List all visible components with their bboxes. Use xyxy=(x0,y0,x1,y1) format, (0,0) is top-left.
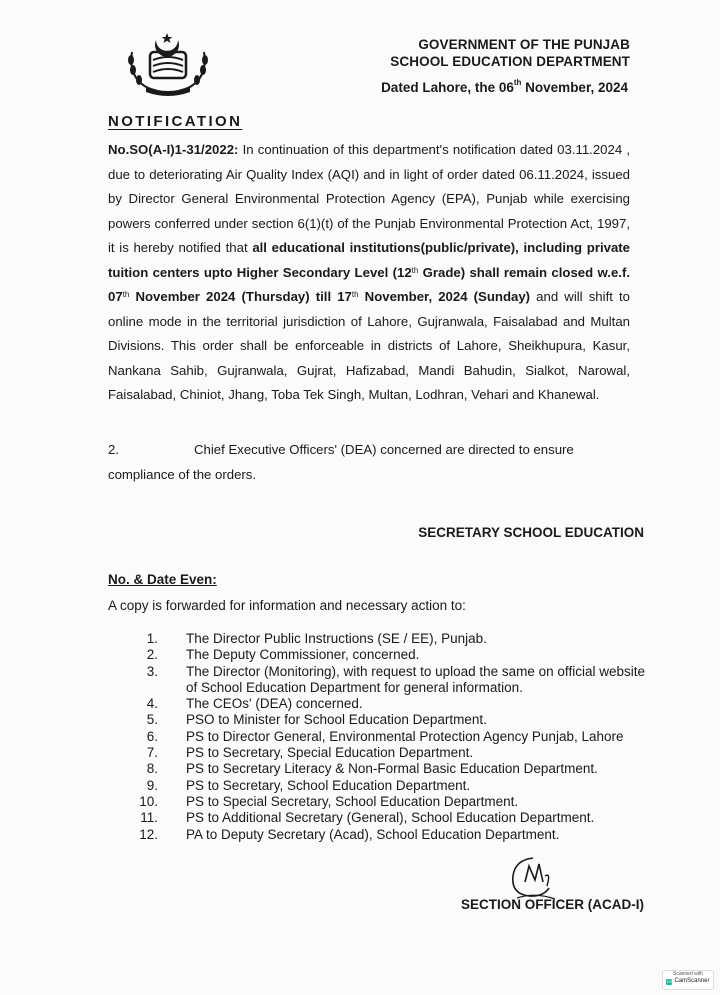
distribution-list xyxy=(108,631,648,843)
paragraph-2 xyxy=(108,438,630,487)
dated-sup: th xyxy=(513,78,522,87)
department-title: SCHOOL EDUCATION DEPARTMENT xyxy=(390,54,630,69)
body-bold-4: November, 2024 (Sunday) xyxy=(358,289,531,304)
list-item-number: 2. xyxy=(146,647,158,663)
camscanner-brand: CamScanner xyxy=(674,978,710,984)
camscanner-watermark xyxy=(662,970,714,990)
list-item xyxy=(108,778,648,794)
endorsement-intro: A copy is forwarded for information and necessary action to: xyxy=(108,598,466,613)
list-item-text: PS to Special Secretary, School Education Department. xyxy=(186,793,519,809)
list-item-number: 3. xyxy=(146,663,158,679)
list-item xyxy=(108,729,648,745)
body-sup-2: th xyxy=(122,290,130,299)
list-item xyxy=(108,647,648,663)
list-item-text: The Deputy Commissioner, concerned. xyxy=(186,647,420,663)
section-officer-signatory: SECTION OFFICER (ACAD-I) xyxy=(461,897,644,912)
body-bold-3: November 2024 (Thursday) till 17 xyxy=(129,289,352,304)
list-item xyxy=(108,712,648,728)
list-item-text: The Director Public Instructions (SE / EE), Punjab. xyxy=(186,631,487,646)
body-text-2: and will shift to online mode in the territorial jurisdiction of Lahore, Gujranwala, Faisalabad and Multan Divisions. This order shall be enforceable in districts of Lahore, Sheikhupura, Kasur, Nankana Sahib, Gujranwala, Gujrat, Hafizabad, Mandi Bahudin, Sialkot, Narowal, Faisalabad, Chiniot, Jhang, Toba Tek Singh, Multan, Lodhran, Vehari and Khanewal. xyxy=(108,289,630,402)
list-item-text: PS to Additional Secretary (General), School Education Department. xyxy=(186,810,595,826)
list-item-text: PSO to Minister for School Education Department. xyxy=(186,712,487,728)
list-item xyxy=(108,810,648,826)
endorsement-heading: No. & Date Even: xyxy=(108,572,217,587)
list-item-number: 7. xyxy=(146,745,158,761)
list-item-text: PS to Secretary Literacy & Non-Formal Basic Education Department. xyxy=(186,761,598,777)
body-sup-3: th xyxy=(351,290,359,299)
list-item xyxy=(108,664,648,697)
notification-title: NOTIFICATION xyxy=(108,113,243,130)
punjab-government-crest-icon xyxy=(118,30,218,98)
list-item-text: PS to Director General, Environmental Protection Agency Punjab, Lahore xyxy=(186,728,624,744)
notification-number: No.SO(A-I)1-31/2022: xyxy=(108,142,239,157)
body-text-1: In continuation of this department's notification dated 03.11.2024 , due to deteriorating Air Quality Index (AQI) and in light of order dated 06.11.2024, issued by Director General Environmental Protection Agency (EPA), Punjab while exercising powers conferred under section 6(1)(t) of the Punjab Environmental Protection Act, 1997, it is hereby notified that xyxy=(108,142,630,255)
paragraph-2-text: Chief Executive Officers' (DEA) concerned are directed to ensure compliance of the orders. xyxy=(108,442,574,482)
dated-line xyxy=(381,80,628,95)
list-item-number: 5. xyxy=(146,712,158,728)
list-item xyxy=(108,696,648,712)
list-item-number: 4. xyxy=(146,696,158,712)
list-item-number: 8. xyxy=(146,761,158,777)
list-item-text: The CEOs' (DEA) concerned. xyxy=(186,696,363,712)
list-item-text: PS to Secretary, Special Education Department. xyxy=(186,745,474,761)
dated-prefix: Dated Lahore, the 06 xyxy=(381,80,514,95)
list-item-number: 10. xyxy=(139,793,158,809)
list-item xyxy=(108,827,648,843)
list-item-text: PS to Secretary, School Education Department. xyxy=(186,777,471,793)
government-title: GOVERNMENT OF THE PUNJAB xyxy=(418,37,630,52)
list-item-number: 1. xyxy=(146,631,158,646)
body-bold-2: Grade) shall remain closed w.e.f. 07 xyxy=(108,264,630,304)
list-item-text: The Director (Monitoring), with request to upload the same on official website of School Education Department for general information. xyxy=(186,663,645,695)
list-item-text: PA to Deputy Secretary (Acad), School Education Department. xyxy=(186,826,560,842)
list-item xyxy=(108,631,648,647)
list-item-number: 12. xyxy=(139,826,158,842)
list-item xyxy=(108,761,648,777)
camscanner-caption: Scanned with xyxy=(672,971,704,977)
list-item-number: 11. xyxy=(140,810,158,826)
list-item xyxy=(108,745,648,761)
dated-suffix: November, 2024 xyxy=(521,80,628,95)
body-bold-1: all educational institutions(public/private), including private tuition centers upto Higher Secondary Level (12 xyxy=(108,240,631,280)
letterhead xyxy=(330,36,630,70)
body-sup-1: th xyxy=(411,265,419,275)
notification-body xyxy=(108,138,630,408)
list-item xyxy=(108,794,648,810)
secretary-signatory: SECRETARY SCHOOL EDUCATION xyxy=(418,525,644,540)
list-item-number: 6. xyxy=(146,728,158,744)
paragraph-2-number: 2. xyxy=(108,442,119,457)
camscanner-icon: CS xyxy=(666,978,673,984)
list-item-number: 9. xyxy=(146,777,158,793)
